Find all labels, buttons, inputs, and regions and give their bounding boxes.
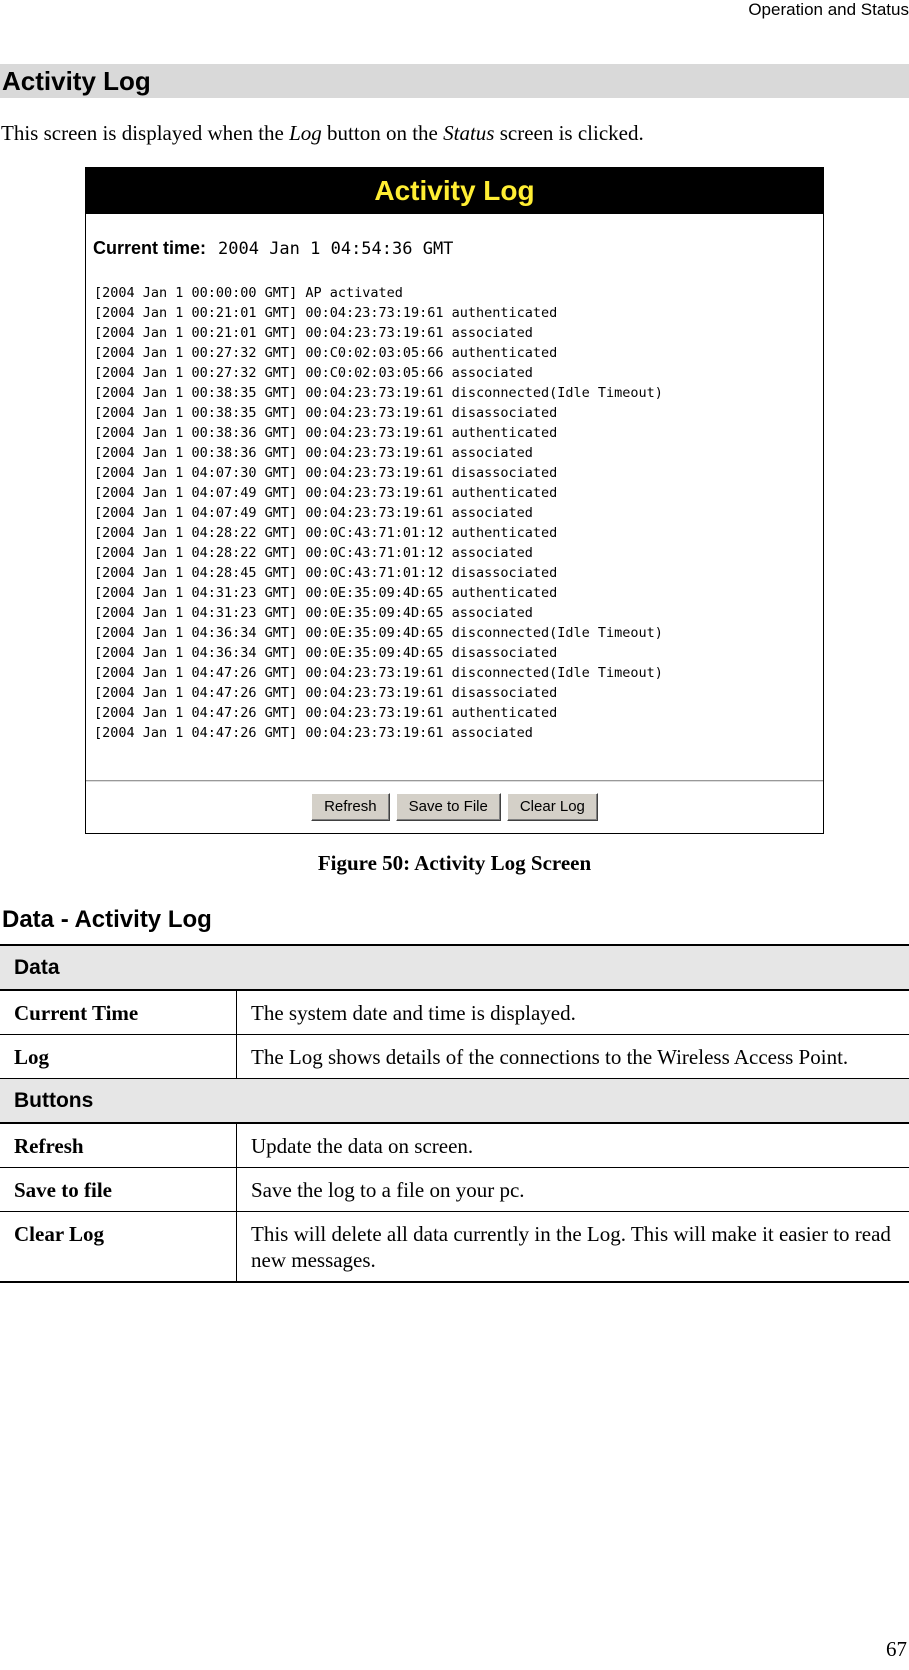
log-line: [2004 Jan 1 00:21:01 GMT] 00:04:23:73:19:61 authenticated	[94, 305, 558, 321]
log-line: [2004 Jan 1 00:00:00 GMT] AP activated	[94, 285, 403, 301]
table-section-header	[0, 1079, 909, 1124]
log-line: [2004 Jan 1 00:38:35 GMT] 00:04:23:73:19:61 disassociated	[94, 405, 558, 421]
log-line: [2004 Jan 1 04:28:22 GMT] 00:0C:43:71:01:12 authenticated	[94, 525, 558, 541]
divider	[86, 780, 823, 782]
intro-text: button on the	[321, 121, 444, 145]
intro-text: screen is clicked.	[494, 121, 644, 145]
log-line: [2004 Jan 1 00:27:32 GMT] 00:C0:02:03:05:66 associated	[94, 365, 533, 381]
intro-status-word: Status	[443, 121, 495, 145]
log-line: [2004 Jan 1 04:07:49 GMT] 00:04:23:73:19:61 authenticated	[94, 485, 558, 501]
log-line: [2004 Jan 1 04:47:26 GMT] 00:04:23:73:19:61 disassociated	[94, 685, 558, 701]
log-line: [2004 Jan 1 00:27:32 GMT] 00:C0:02:03:05:66 authenticated	[94, 345, 558, 361]
current-time-label: Current time:	[93, 238, 207, 258]
row-desc: The Log shows details of the connections to the Wireless Access Point.	[237, 1035, 909, 1079]
row-term: Clear Log	[0, 1212, 237, 1283]
row-desc: Update the data on screen.	[237, 1123, 909, 1168]
log-line: [2004 Jan 1 04:36:34 GMT] 00:0E:35:09:4D:65 disconnected(Idle Timeout)	[94, 625, 663, 641]
page-number: 67	[886, 1637, 907, 1661]
table-row	[0, 1212, 909, 1283]
log-line: [2004 Jan 1 04:28:22 GMT] 00:0C:43:71:01:12 associated	[94, 545, 533, 561]
log-line: [2004 Jan 1 00:38:35 GMT] 00:04:23:73:19:61 disconnected(Idle Timeout)	[94, 385, 663, 401]
current-time-value: 2004 Jan 1 04:54:36 GMT	[218, 239, 454, 259]
intro-text: This screen is displayed when the	[1, 121, 290, 145]
table-section-header	[0, 945, 909, 990]
log-line: [2004 Jan 1 04:07:30 GMT] 00:04:23:73:19:61 disassociated	[94, 465, 558, 481]
screen-title: Activity Log	[86, 168, 823, 214]
data-table	[0, 944, 909, 1283]
table-title: Data - Activity Log	[2, 906, 212, 933]
button-bar	[86, 793, 823, 821]
row-desc: Save the log to a file on your pc.	[237, 1168, 909, 1212]
log-line: [2004 Jan 1 04:47:26 GMT] 00:04:23:73:19:61 authenticated	[94, 705, 558, 721]
intro-paragraph	[1, 121, 644, 146]
log-line: [2004 Jan 1 04:31:23 GMT] 00:0E:35:09:4D:65 associated	[94, 605, 533, 621]
refresh-button[interactable]: Refresh	[311, 793, 390, 821]
log-line: [2004 Jan 1 04:07:49 GMT] 00:04:23:73:19:61 associated	[94, 505, 533, 521]
save-to-file-button[interactable]: Save to File	[396, 793, 501, 821]
clear-log-button[interactable]: Clear Log	[507, 793, 598, 821]
row-term: Save to file	[0, 1168, 237, 1212]
table-row	[0, 1168, 909, 1212]
section-title: Activity Log	[2, 66, 151, 96]
activity-log-screenshot	[85, 167, 824, 834]
row-desc: The system date and time is displayed.	[237, 990, 909, 1035]
log-line: [2004 Jan 1 04:47:26 GMT] 00:04:23:73:19:61 disconnected(Idle Timeout)	[94, 665, 663, 681]
log-line: [2004 Jan 1 04:31:23 GMT] 00:0E:35:09:4D:65 authenticated	[94, 585, 558, 601]
current-time-row	[93, 238, 453, 259]
chapter-header: Operation and Status	[748, 0, 909, 19]
log-line: [2004 Jan 1 00:21:01 GMT] 00:04:23:73:19:61 associated	[94, 325, 533, 341]
log-line: [2004 Jan 1 04:28:45 GMT] 00:0C:43:71:01:12 disassociated	[94, 565, 558, 581]
intro-log-word: Log	[289, 121, 322, 145]
row-term: Refresh	[0, 1123, 237, 1168]
log-line: [2004 Jan 1 00:38:36 GMT] 00:04:23:73:19:61 associated	[94, 445, 533, 461]
log-line: [2004 Jan 1 04:36:34 GMT] 00:0E:35:09:4D:65 disassociated	[94, 645, 558, 661]
buttons-heading: Buttons	[0, 1079, 909, 1124]
data-heading: Data	[0, 945, 909, 990]
table-row	[0, 1035, 909, 1079]
figure-caption: Figure 50: Activity Log Screen	[317, 851, 592, 875]
row-term: Current Time	[0, 990, 237, 1035]
table-row	[0, 990, 909, 1035]
log-line: [2004 Jan 1 04:47:26 GMT] 00:04:23:73:19:61 associated	[94, 725, 533, 741]
log-list	[94, 283, 663, 743]
row-desc: This will delete all data currently in the Log. This will make it easier to read new messages.	[237, 1212, 909, 1283]
table-row	[0, 1123, 909, 1168]
row-term: Log	[0, 1035, 237, 1079]
log-line: [2004 Jan 1 00:38:36 GMT] 00:04:23:73:19:61 authenticated	[94, 425, 558, 441]
